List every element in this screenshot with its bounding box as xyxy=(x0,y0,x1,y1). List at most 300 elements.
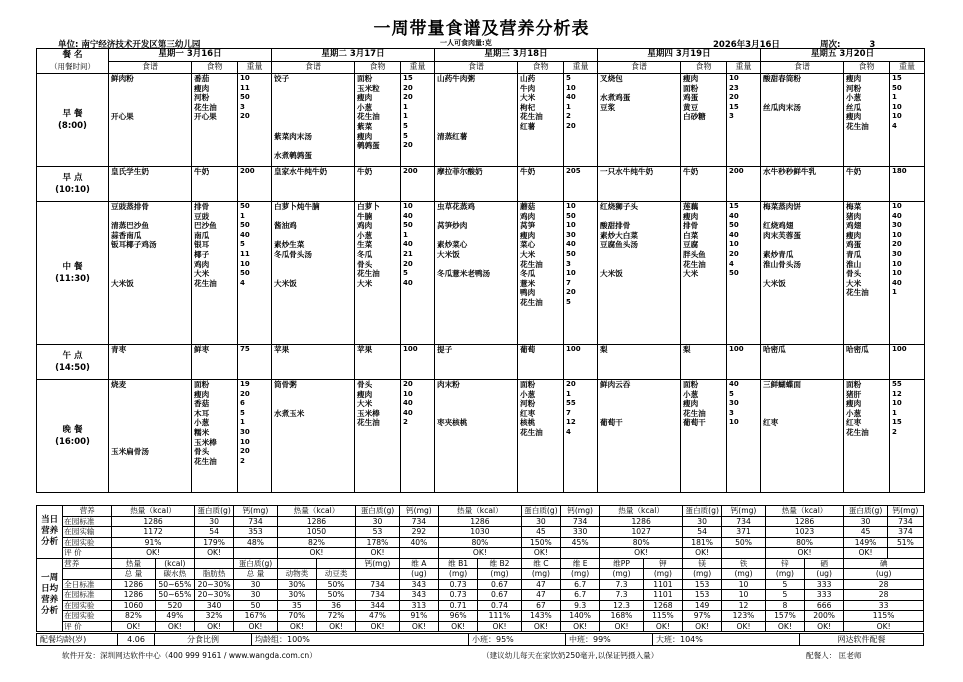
weekly-value: 5 xyxy=(765,590,804,601)
weekly-value: 10 xyxy=(722,590,766,601)
food-cell xyxy=(844,202,890,345)
daily-energy: OK! xyxy=(600,548,683,559)
daily-protein-head: 蛋白质(g) xyxy=(194,506,233,517)
meal-row xyxy=(37,202,925,345)
dish-name: 钣耳椰子鸡汤 xyxy=(111,240,157,250)
food-name: 玉米粒 xyxy=(357,83,380,93)
weekly-value: 1060 xyxy=(112,600,156,611)
dish-name xyxy=(437,93,515,103)
food-name: 菜心 xyxy=(520,240,536,250)
food-weight: 1 xyxy=(892,288,897,297)
food-weight: 10 xyxy=(892,230,902,239)
food-name: 猪肝 xyxy=(846,389,862,399)
dish-name xyxy=(600,151,678,161)
dish-name xyxy=(763,151,841,161)
weekly-head: 碘 xyxy=(844,558,924,569)
food-weight: 40 xyxy=(403,211,413,220)
weekly-subhead xyxy=(356,569,400,580)
ratio-avg: 均龄组：100% xyxy=(252,634,469,646)
food-weight: 20 xyxy=(240,112,250,121)
food-name: 大米 xyxy=(357,278,373,288)
dish-name: 清蒸巴沙鱼 xyxy=(111,221,149,231)
food-cell xyxy=(518,380,564,493)
dish-name: 大米饭 xyxy=(600,269,623,279)
dish-name xyxy=(437,399,515,409)
dish-name xyxy=(763,122,841,132)
dish-name xyxy=(274,269,352,279)
food-name: 瘦肉 xyxy=(194,83,210,93)
food-weight: 2 xyxy=(892,427,897,436)
food-name: 鸡肉 xyxy=(520,211,536,221)
food-name: 花生油 xyxy=(520,259,543,269)
meal-time: (11:30) xyxy=(55,274,90,284)
daily-calcium xyxy=(561,548,600,559)
dish-name xyxy=(274,447,352,457)
dish-name xyxy=(111,390,189,400)
weight-cell xyxy=(890,167,925,202)
food-name: 莴笋 xyxy=(520,221,536,231)
meal-header xyxy=(37,49,109,74)
food-weight: 20 xyxy=(403,83,413,92)
weekly-value: 67 xyxy=(521,600,560,611)
weekly-row-label: 在园实验 xyxy=(63,611,112,622)
food-weight: 1 xyxy=(566,102,571,111)
weekly-value: 111% xyxy=(478,611,522,622)
dish-name xyxy=(437,409,515,419)
food-weight: 10 xyxy=(566,83,576,92)
food-col-header: 食物 xyxy=(681,61,727,74)
ratio-small: 小班：95% xyxy=(469,634,566,646)
food-weight: 50 xyxy=(892,83,902,92)
food-weight: 200 xyxy=(240,167,255,175)
daily-protein: 30 xyxy=(844,516,888,527)
daily-calcium xyxy=(399,548,438,559)
dish-name xyxy=(600,84,678,94)
dish-name: 大米饭 xyxy=(437,249,460,259)
daily-energy: 80% xyxy=(765,537,843,548)
weekly-value: OK! xyxy=(643,621,682,632)
food-name: 开心果 xyxy=(194,112,217,122)
food-weight: 5 xyxy=(566,297,571,306)
weight-col-header: 重量 xyxy=(890,61,925,74)
daily-energy: 1172 xyxy=(112,527,195,538)
daily-calcium: 374 xyxy=(887,527,923,538)
food-name: 蘑菇 xyxy=(520,202,536,211)
daily-energy: 80% xyxy=(439,537,522,548)
weekly-head: 钙(mg) xyxy=(356,558,400,569)
food-weight: 11 xyxy=(240,83,250,92)
food-name: 花生油 xyxy=(520,112,543,122)
weekly-head xyxy=(277,558,316,569)
food-col-header: 食物 xyxy=(192,61,238,74)
weekly-value: OK! xyxy=(683,621,722,632)
food-weight: 2 xyxy=(403,418,408,427)
weekly-subhead: (mg) xyxy=(643,569,682,580)
week-info: 周次: 3 xyxy=(820,40,876,50)
food-weight: 30 xyxy=(892,221,902,230)
weekly-subhead: (mg) xyxy=(600,569,644,580)
weekly-value: 7.3 xyxy=(600,590,644,601)
weekly-subhead: 动豆类 xyxy=(316,569,355,580)
weekly-value: OK! xyxy=(805,621,844,632)
nutrition-table xyxy=(36,505,924,632)
weekly-value: 30 xyxy=(234,590,278,601)
dish-name xyxy=(437,141,515,151)
food-name: 巴沙鱼 xyxy=(194,221,217,231)
dish-name: 饺子 xyxy=(274,74,290,83)
food-weight: 1 xyxy=(566,389,571,398)
dish-name: 青枣 xyxy=(111,345,127,354)
dish-name: 冬瓜薏米老鸭汤 xyxy=(437,269,491,279)
weekly-value: 33 xyxy=(844,600,924,611)
daily-protein-head: 蛋白质(g) xyxy=(683,506,722,517)
daily-calcium xyxy=(887,548,923,559)
recipe-col-header: 食谱 xyxy=(761,61,844,74)
dish-cell xyxy=(109,380,192,493)
dish-name: 水煮鹌鹑蛋 xyxy=(274,150,312,160)
food-weight: 20 xyxy=(403,141,413,150)
dish-cell xyxy=(109,202,192,345)
food-name: 白菜 xyxy=(683,230,699,240)
dish-name xyxy=(437,112,515,122)
weekly-value: OK! xyxy=(722,621,766,632)
weekly-head: 维 A xyxy=(399,558,438,569)
food-name: 银耳 xyxy=(194,240,210,250)
food-name: 牛奶 xyxy=(194,167,210,176)
weekly-value: 344 xyxy=(356,600,400,611)
dish-name xyxy=(600,428,678,438)
food-weight: 100 xyxy=(892,345,907,353)
food-weight: 205 xyxy=(566,167,581,175)
weekly-value: OK! xyxy=(600,621,644,632)
weight-cell xyxy=(727,202,761,345)
food-cell xyxy=(355,167,401,202)
dish-name xyxy=(111,466,189,476)
food-name: 大米 xyxy=(683,269,699,279)
food-weight: 20 xyxy=(403,259,413,268)
dish-name xyxy=(111,269,189,279)
daily-calcium: 734 xyxy=(399,516,438,527)
weekly-value: 143% xyxy=(521,611,560,622)
software-credit: 软件开发：深圳网达软件中心（400 999 9161 / www.wangda.com.cn） xyxy=(62,651,317,660)
dish-name xyxy=(763,457,841,467)
weekly-value: 91% xyxy=(399,611,438,622)
weekly-row-label: 在园实验 xyxy=(63,600,112,611)
intake-note: 一人可食肉量:克 xyxy=(440,39,492,47)
food-weight: 5 xyxy=(566,74,571,82)
daily-row-label: 在园实验 xyxy=(63,537,112,548)
weekly-value: 12.3 xyxy=(600,600,644,611)
meal-name: 早 餐 xyxy=(62,109,83,119)
weekly-value: 123% xyxy=(722,611,766,622)
dish-name xyxy=(274,231,352,241)
food-weight: 40 xyxy=(403,240,413,249)
weekly-subhead: 脂肪热 xyxy=(194,569,233,580)
unit-name: 南宁经济技术开发区第三幼儿园 xyxy=(81,40,201,50)
food-name: 花生油 xyxy=(357,418,380,428)
dish-name xyxy=(600,260,678,270)
meal-row xyxy=(37,345,925,380)
daily-energy-head: 热量（kcal） xyxy=(277,506,355,517)
daily-calcium-head: 钙(mg) xyxy=(234,506,278,517)
daily-energy: 1286 xyxy=(277,516,355,527)
dish-cell xyxy=(435,167,518,202)
dish-name: 紫菜肉末汤 xyxy=(274,131,312,141)
food-weight: 10 xyxy=(240,437,250,446)
food-cell xyxy=(192,74,238,167)
food-name: 小葱 xyxy=(846,93,862,103)
food-name: 葡萄 xyxy=(520,345,536,354)
dish-name: 苹果 xyxy=(274,345,290,354)
food-name: 花生油 xyxy=(520,297,543,307)
dish-name xyxy=(111,457,189,467)
daily-energy-head: 热量（kcal） xyxy=(439,506,522,517)
weekly-subhead: (mg) xyxy=(521,569,560,580)
food-weight: 10 xyxy=(240,259,250,268)
weight-cell xyxy=(564,74,598,167)
weekly-value: 115% xyxy=(643,611,682,622)
daily-calcium: 50% xyxy=(722,537,766,548)
daily-protein: 45 xyxy=(844,527,888,538)
food-weight: 40 xyxy=(403,278,413,287)
menu-table xyxy=(36,48,925,493)
food-weight: 12 xyxy=(892,389,902,398)
food-name: 红枣 xyxy=(846,418,862,428)
food-name: 排骨 xyxy=(683,221,699,231)
food-weight: 10 xyxy=(566,202,576,210)
weight-cell xyxy=(890,74,925,167)
food-weight: 100 xyxy=(403,345,418,353)
food-weight: 40 xyxy=(403,408,413,417)
weekly-value: 20~30% xyxy=(194,579,233,590)
food-weight: 200 xyxy=(729,167,744,175)
food-weight: 4 xyxy=(729,259,734,268)
dish-name xyxy=(763,428,841,438)
weight-cell xyxy=(727,380,761,493)
food-weight: 10 xyxy=(729,240,739,249)
daily-calcium-head: 钙(mg) xyxy=(561,506,600,517)
food-cell xyxy=(518,74,564,167)
daily-protein: 45 xyxy=(521,527,560,538)
food-name: 鸡蛋 xyxy=(846,240,862,250)
weekly-value: 5 xyxy=(765,579,804,590)
weekly-value: 6.7 xyxy=(561,579,600,590)
meal-row xyxy=(37,380,925,493)
meal-label xyxy=(37,167,109,202)
food-weight: 23 xyxy=(729,83,739,92)
food-weight: 40 xyxy=(892,211,902,220)
weekly-value: 30% xyxy=(277,579,316,590)
food-weight: 50 xyxy=(240,221,250,230)
dish-cell xyxy=(272,345,355,380)
dish-name xyxy=(437,390,515,400)
dish-name xyxy=(111,399,189,409)
dish-name: 丝瓜肉末汤 xyxy=(763,102,801,112)
weekly-value: OK! xyxy=(561,621,600,632)
food-name: 莲藕 xyxy=(683,202,699,211)
dish-name xyxy=(274,418,352,428)
weekly-value: 82% xyxy=(112,611,156,622)
food-weight: 180 xyxy=(892,167,907,175)
food-name: 小葱 xyxy=(357,102,373,112)
daily-energy-head: 热量（kcal） xyxy=(765,506,843,517)
food-weight: 10 xyxy=(892,259,902,268)
weekly-subhead: 碳水热 xyxy=(155,569,194,580)
daily-calcium: 734 xyxy=(722,516,766,527)
weekly-subhead: 总 量 xyxy=(112,569,156,580)
recipe-col-header: 食谱 xyxy=(598,61,681,74)
food-name: 面粉 xyxy=(520,380,536,389)
food-name: 河粉 xyxy=(194,93,210,103)
food-weight: 40 xyxy=(566,240,576,249)
daily-calcium-head: 钙(mg) xyxy=(887,506,923,517)
unit-info: 单位: 南宁经济技术开发区第三幼儿园 xyxy=(58,40,201,50)
dish-name: 葡萄干 xyxy=(600,418,623,428)
food-name: 大米 xyxy=(846,278,862,288)
food-name: 大米 xyxy=(520,93,536,103)
weekly-row-label: 在园标准 xyxy=(63,590,112,601)
weight-cell xyxy=(727,167,761,202)
daily-energy: 91% xyxy=(112,537,195,548)
weekly-value: 1268 xyxy=(643,600,682,611)
dish-cell xyxy=(598,345,681,380)
daily-protein: 30 xyxy=(521,516,560,527)
food-name: 冬瓜 xyxy=(520,269,536,279)
weekly-value: 30 xyxy=(234,579,278,590)
dish-name xyxy=(111,409,189,419)
dish-name xyxy=(437,457,515,467)
food-cell xyxy=(844,345,890,380)
weekly-head: 营养 xyxy=(63,558,112,569)
dish-name xyxy=(437,212,515,222)
food-weight: 3 xyxy=(729,112,734,121)
dish-name xyxy=(763,438,841,448)
weekly-subhead: (ug) xyxy=(844,569,924,580)
meal-time: (16:00) xyxy=(55,437,90,447)
dish-cell xyxy=(598,167,681,202)
food-weight: 5 xyxy=(403,131,408,140)
food-weight: 20 xyxy=(240,447,250,456)
food-name: 小葱 xyxy=(683,389,699,399)
food-name: 番茄 xyxy=(194,74,210,83)
food-name: 花生油 xyxy=(683,259,706,269)
dish-cell xyxy=(272,167,355,202)
dish-name xyxy=(111,260,189,270)
food-weight: 10 xyxy=(403,202,413,210)
food-weight: 6 xyxy=(240,399,245,408)
dish-name: 皇氏学生奶 xyxy=(111,167,149,176)
dish-cell xyxy=(435,345,518,380)
weekly-value: 520 xyxy=(155,600,194,611)
food-name: 山药 xyxy=(520,74,536,83)
weight-cell xyxy=(564,345,598,380)
daily-calcium: 371 xyxy=(722,527,766,538)
weekly-value: 140% xyxy=(561,611,600,622)
dish-cell xyxy=(598,202,681,345)
dish-name xyxy=(111,84,189,94)
food-weight: 50 xyxy=(729,221,739,230)
dish-name xyxy=(763,399,841,409)
weekly-head xyxy=(316,558,355,569)
dish-name: 皇家水牛纯牛奶 xyxy=(274,167,328,176)
daily-protein: OK! xyxy=(356,548,400,559)
daily-energy: OK! xyxy=(112,548,195,559)
dish-cell xyxy=(761,345,844,380)
food-weight: 15 xyxy=(892,418,902,427)
dish-name xyxy=(274,112,352,122)
weekly-value: 35 xyxy=(277,600,316,611)
daily-energy: OK! xyxy=(765,548,843,559)
weight-cell xyxy=(401,167,435,202)
food-weight: 2 xyxy=(566,112,571,121)
food-name: 红薯 xyxy=(520,121,536,131)
weight-cell xyxy=(401,380,435,493)
food-weight: 55 xyxy=(892,380,902,388)
weekly-value: 340 xyxy=(194,600,233,611)
weight-cell xyxy=(890,202,925,345)
weekly-value: 36 xyxy=(316,600,355,611)
food-name: 木耳 xyxy=(194,408,210,418)
weekly-subhead: (mg) xyxy=(439,569,478,580)
dish-name xyxy=(763,409,841,419)
dish-cell xyxy=(761,74,844,167)
food-weight: 21 xyxy=(403,249,413,258)
dish-name xyxy=(763,390,841,400)
daily-calcium: 292 xyxy=(399,527,438,538)
planner-name: 配餐人： 匡老师 xyxy=(806,651,862,660)
food-weight: 50 xyxy=(729,269,739,278)
weekly-value: 9.3 xyxy=(561,600,600,611)
food-weight: 12 xyxy=(566,418,576,427)
weekly-value: 28 xyxy=(844,590,924,601)
weight-col-header: 重量 xyxy=(401,61,435,74)
weekly-row-label: 全日标准 xyxy=(63,579,112,590)
meal-header-time: （用餐时间） xyxy=(50,62,95,71)
daily-protein: 54 xyxy=(683,527,722,538)
meal-label xyxy=(37,345,109,380)
food-weight: 20 xyxy=(566,288,576,297)
week-number: 3 xyxy=(869,40,876,50)
dish-name xyxy=(600,132,678,142)
food-name: 骨头 xyxy=(357,380,373,389)
food-cell xyxy=(518,202,564,345)
food-cell xyxy=(192,345,238,380)
food-weight: 10 xyxy=(566,221,576,230)
dish-cell xyxy=(272,74,355,167)
dish-cell xyxy=(761,380,844,493)
food-weight: 40 xyxy=(566,93,576,102)
dish-name: 淮山骨头汤 xyxy=(763,259,801,269)
food-name: 椰子 xyxy=(194,249,210,259)
food-name: 玉米棒 xyxy=(357,408,380,418)
dish-name: 蒜香南瓜 xyxy=(111,230,142,240)
dish-name xyxy=(111,418,189,428)
food-weight: 40 xyxy=(403,399,413,408)
food-weight: 30 xyxy=(240,427,250,436)
dish-cell xyxy=(272,202,355,345)
weekly-value: 50% xyxy=(316,579,355,590)
recipe-col-header: 食谱 xyxy=(109,61,192,74)
food-cell xyxy=(681,74,727,167)
weekly-value: 28 xyxy=(844,579,924,590)
food-name: 鸭肉 xyxy=(520,288,536,298)
daily-energy: OK! xyxy=(277,548,355,559)
dish-name: 素炒生菜 xyxy=(274,240,305,250)
ratio-big: 大班：104% xyxy=(653,634,800,646)
weight-cell xyxy=(564,380,598,493)
daily-energy: 1286 xyxy=(765,516,843,527)
daily-protein: 30 xyxy=(194,516,233,527)
